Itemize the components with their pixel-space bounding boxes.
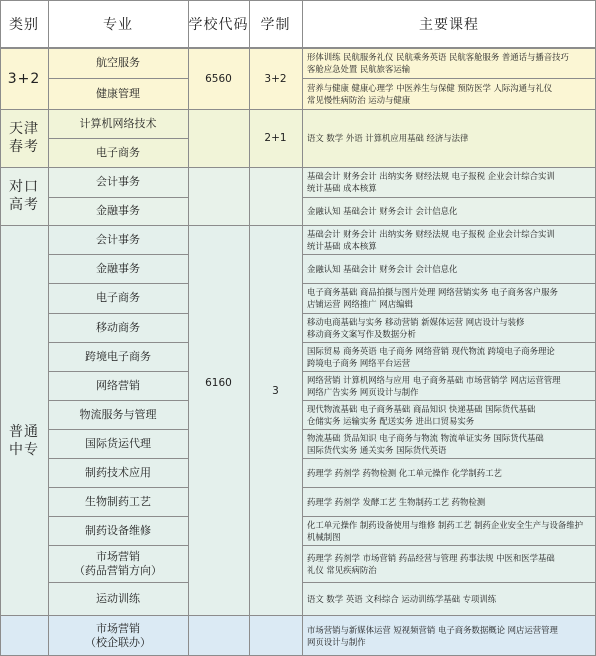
major-name: 电子商务 [96,291,140,304]
category-putong: 普通 中专 [9,423,39,458]
table-rule [302,78,596,79]
major-name: 市场营销 （药品营销方向） [74,549,162,577]
table-rule [48,197,188,198]
duration-3: 3 [272,385,279,397]
table-rule [302,545,596,546]
table-rule [48,458,188,459]
table-rule [0,109,596,110]
table-rule [0,167,596,168]
major-courses: 形体训练 民航服务礼仪 民航乘务英语 民航客舱服务 普通话与播音技巧 客舱应急处置 民航旅客运输 [307,52,569,74]
table-rule [302,371,596,372]
table-rule [0,0,1,656]
major-name: 制药技术应用 [85,465,151,479]
table-rule [48,283,188,284]
table-rule [48,78,188,79]
major-courses: 电子商务基础 商品拍摄与图片处理 网络营销实务 电子商务客户服务 店铺运营 网络推广 网店编辑 [307,287,558,309]
table-rule [302,582,596,583]
major-name: 跨境电子商务 [85,349,151,363]
duration-2plus1: 2+1 [264,132,287,144]
table-rule [48,582,188,583]
table-rule [48,516,188,517]
major-name: 金融事务 [96,261,140,275]
major-courses: 金融认知 基础会计 财务会计 会计信息化 [307,263,458,274]
header-duration: 学制 [260,17,291,33]
major-courses: 语文 数学 英语 文科综合 运动训练学基础 专项训练 [307,593,497,604]
category-duikou: 对口 高考 [9,179,39,213]
school-code-6560: 6560 [205,72,232,85]
table-rule [48,371,188,372]
table-rule [0,225,596,226]
table-rule [48,0,49,656]
major-courses: 营养与健康 健康心理学 中医养生与保健 预防医学 人际沟通与礼仪 常见慢性病防治 运动与健康 [307,82,553,105]
table-rule [302,342,596,343]
table-rule [302,458,596,459]
major-name: 会计事务 [96,175,140,188]
major-name: 运动训练 [96,591,140,605]
major-name: 制药设备维修 [85,523,151,537]
major-name: 电子商务 [96,145,140,159]
major-courses: 金融认知 基础会计 财务会计 会计信息化 [307,206,458,216]
table-rule [302,487,596,488]
major-name: 生物制药工艺 [85,494,151,508]
table-rule [302,429,596,430]
category-tianjin-spring: 天津 春考 [9,121,39,155]
major-name: 网络营销 [96,378,140,392]
table-rule [48,138,188,139]
table-rule [48,342,188,343]
table-rule [0,0,596,1]
major-courses: 现代物流基础 电子商务基础 商品知识 快递基础 国际货代基础 仓储实务 运输实务 配送实务 进出口贸易实务 [307,403,536,426]
table-rule [0,615,596,616]
header-school-code: 学校代码 [188,17,249,33]
table-rule [302,400,596,401]
table-rule [48,400,188,401]
header-courses: 主要课程 [419,17,479,33]
major-name: 航空服务 [96,56,140,69]
major-courses: 市场营销与新媒体运营 短视频营销 电子商务数据概论 网店运营管理 网页设计与制作 [307,624,558,647]
table-rule [302,0,303,656]
table-rule [302,516,596,517]
table-rule [302,254,596,255]
major-courses: 基础会计 财务会计 出纳实务 财经法规 电子报税 企业会计综合实训 统计基础 成本核算 [307,228,555,251]
major-name: 会计事务 [96,232,140,246]
major-courses: 物流基础 货品知识 电子商务与物流 物流单证实务 国际货代基础 国际货代实务 通关实务 国际货代英语 [307,432,544,455]
table-rule [302,313,596,314]
major-courses: 药理学 药剂学 发酵工艺 生物制药工艺 药物检测 [307,496,486,507]
header-major: 专业 [103,17,133,33]
table-rule [48,545,188,546]
header-category: 类别 [9,17,39,33]
major-courses: 国际贸易 商务英语 电子商务 网络营销 现代物流 跨境电子商务理论 跨境电子商务 网络平台运营 [307,345,555,368]
table-rule [302,197,596,198]
table-rule [48,487,188,488]
major-name: 物流服务与管理 [79,407,157,421]
school-code-6160: 6160 [205,376,232,389]
table-rule [48,313,188,314]
major-name: 国际货运代理 [85,436,151,450]
major-name: 计算机网络技术 [79,116,157,130]
major-courses: 化工单元操作 制药设备使用与维修 制药工艺 制药企业安全生产与设备维护 机械制图 [307,519,583,542]
courses-spring-exam: 语文 数学 外语 计算机应用基础 经济与法律 [307,133,469,143]
major-courses: 药理学 药剂学 药物检测 化工单元操作 化学制药工艺 [307,467,502,478]
major-courses: 药理学 药剂学 市场营销 药品经营与管理 药事法规 中医和医学基础 礼仪 常见疾病防治 [307,552,555,575]
category-3plus2: 3+2 [7,70,41,87]
major-name: 金融事务 [96,204,140,217]
duration-3plus2: 3+2 [264,72,287,85]
major-courses: 网络营销 计算机网络与应用 电子商务基础 市场营销学 网店运营管理 网络广告实务 网页设计与制作 [307,374,561,397]
major-courses: 基础会计 财务会计 出纳实务 财经法规 电子报税 企业会计综合实训 统计基础 成本核算 [307,171,555,193]
major-name: 市场营销 （校企联办） [85,621,151,649]
table-rule [188,0,189,656]
table-rule [48,429,188,430]
table-rule [48,254,188,255]
major-name: 移动商务 [96,320,140,334]
major-name: 健康管理 [96,86,140,100]
table-rule [302,283,596,284]
table-rule [249,0,250,656]
major-courses: 移动电商基础与实务 移动营销 新媒体运营 网店设计与装修 移动商务文案写作及数据分析 [307,316,525,339]
table-rule [0,47,596,49]
